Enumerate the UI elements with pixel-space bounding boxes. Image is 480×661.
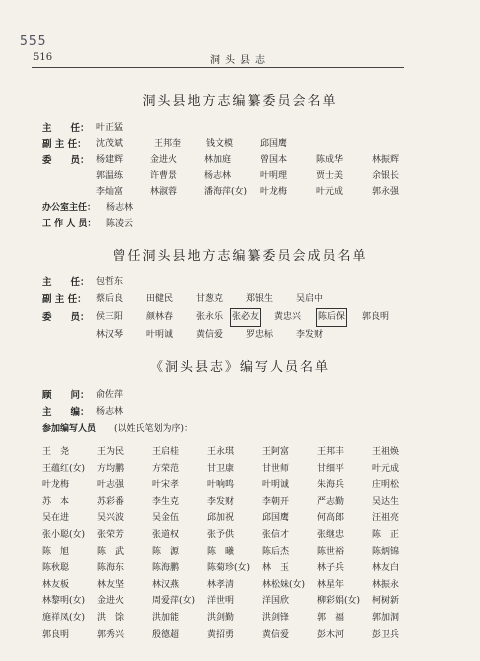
participant-name: 苏彩番: [97, 496, 125, 507]
participant-name: 郭加洞: [372, 613, 400, 623]
participant-name: 邱国鹰: [262, 513, 290, 524]
participant-name: 叶明诚: [262, 480, 290, 491]
participant-name: 陈后杰: [262, 546, 290, 557]
participant-name: 陈菊珍(女): [207, 563, 251, 574]
deputy-label: 副 主 任：: [42, 294, 87, 305]
participant-name: 施祥凤(女): [42, 613, 86, 623]
participant-name: 殷德超: [152, 629, 180, 640]
participant-name: 叶志强: [97, 480, 125, 491]
participant-name: 王为民: [97, 447, 125, 457]
participant-name: 陈 曦: [207, 546, 235, 557]
member-name: 颜林春: [146, 312, 174, 322]
participant-name: 陈 武: [97, 546, 125, 557]
participant-name: 陈秋聪: [42, 563, 70, 574]
participant-name: 叶元成: [372, 463, 400, 474]
participant-name: 彭木河: [317, 629, 345, 640]
participant-name: 张荣芳: [97, 530, 125, 540]
participant-name: 何高郎: [317, 513, 345, 524]
member-name-boxed: 陈后保: [318, 310, 345, 325]
committee-title: 洞头县地方志编纂委员会名单: [142, 94, 338, 109]
participants-row: [42, 527, 422, 543]
director-label: 主 任：: [42, 123, 90, 134]
participant-name: 王启桂: [152, 447, 180, 457]
participant-name: 庄明松: [372, 480, 400, 491]
member-name: 郭温练: [96, 171, 124, 181]
director-label: 主 任：: [42, 277, 90, 288]
chief-editor-name: 杨志林: [96, 407, 124, 417]
participant-name: 张继忠: [317, 530, 345, 540]
participant-name: 林友坚: [97, 579, 125, 590]
member-name: 叶龙梅: [260, 187, 288, 197]
participants-row: [42, 593, 422, 609]
member-name: 李发财: [296, 330, 324, 340]
participant-name: 黄招勇: [207, 629, 235, 640]
member-name: 叶明诚: [146, 330, 174, 340]
participant-name: 陈 正: [372, 530, 400, 540]
members-label: 委 员：: [42, 312, 90, 323]
participant-name: 李生克: [152, 496, 180, 507]
member-name: 许曹景: [150, 171, 178, 181]
member-name: 侯三阳: [96, 312, 124, 322]
margin-handwritten-mark: 555: [20, 34, 47, 49]
participant-name: 张小聪(女): [42, 530, 86, 540]
participant-name: 洪剑勤: [207, 613, 235, 623]
participant-name: 陈海东: [97, 563, 125, 574]
member-name: 金进火: [150, 155, 178, 165]
member-name: 林汉琴: [96, 330, 124, 340]
director-name: 叶正猛: [96, 123, 124, 133]
participant-name: 洋世明: [207, 596, 235, 607]
participant-name: 李发财: [207, 496, 235, 507]
header-rule: [32, 67, 404, 68]
participant-name: 王祖焕: [372, 447, 400, 457]
member-name: 杨建辉: [96, 155, 124, 165]
deputy-name: 沈茂斌: [96, 139, 124, 149]
participants-row: [42, 560, 422, 576]
participant-name: 王永琪: [207, 447, 235, 457]
participant-name: 张信才: [262, 530, 290, 540]
advisor-label: 顾 问：: [42, 390, 90, 401]
participant-name: 吴达生: [372, 496, 400, 507]
participant-name: 陈海鹏: [152, 563, 180, 574]
participants-row: [42, 494, 422, 510]
participant-name: 方均鹏: [97, 463, 125, 474]
participant-name: 洪加能: [152, 613, 180, 623]
participants-note: (以姓氏笔划为序)：: [114, 424, 194, 434]
member-name: 黄忠兴: [274, 312, 302, 322]
participant-name: 甘卫康: [207, 463, 235, 474]
participant-name: 甘世师: [262, 463, 290, 474]
deputy-name: 甘葱克: [196, 294, 224, 304]
participant-name: 苏 本: [42, 496, 70, 507]
member-name: 叶明理: [260, 171, 288, 181]
director-name: 包哲东: [96, 277, 124, 287]
member-name: 陈成华: [316, 155, 344, 165]
participant-name: 张道权: [152, 530, 180, 540]
participant-name: 张予供: [207, 530, 235, 540]
participants-row: [42, 461, 422, 477]
office-director-name: 杨志林: [106, 203, 134, 213]
participant-name: 金进火: [97, 596, 125, 607]
deputy-name: 王邦奎: [154, 139, 182, 149]
participant-name: 洋国欣: [262, 596, 290, 607]
deputy-name: 蔡后良: [96, 294, 124, 304]
participant-name: 方荣范: [152, 463, 180, 474]
participant-name: 严志勤: [317, 496, 345, 507]
members-label: 委 员：: [42, 155, 90, 166]
chief-editor-label: 主 编：: [42, 407, 90, 418]
advisor-name: 俞佐萍: [96, 390, 124, 400]
participant-name: 郭良明: [42, 629, 70, 640]
participant-name: 周爱萍(女): [152, 596, 196, 607]
member-name-boxed: 张必友: [232, 310, 259, 325]
participant-name: 叶宋孝: [152, 480, 180, 491]
deputy-name: 吴启中: [296, 294, 324, 304]
member-name: 叶元成: [316, 187, 344, 197]
participant-name: 柯树新: [372, 596, 400, 607]
deputy-name: 田健民: [146, 294, 174, 304]
participant-name: 林友板: [42, 579, 70, 590]
office-director-label: 办公室主任：: [42, 203, 97, 213]
participant-name: 陈 源: [152, 546, 180, 557]
participant-name: 林 玉: [262, 563, 290, 574]
participants-label: 参加编写人员: [42, 424, 97, 434]
member-name: 张永乐: [196, 312, 224, 322]
participant-name: 叶龙梅: [42, 480, 70, 491]
member-name: 黄信爱: [196, 330, 224, 340]
participant-name: 叶响鸣: [207, 480, 235, 491]
participant-name: 洪剑锋: [262, 613, 290, 623]
participant-name: 林星年: [317, 579, 345, 590]
participants-row: [42, 444, 422, 460]
participant-name: 林友白: [372, 563, 400, 574]
editors-title: 《洞头县志》编写人员名单: [149, 360, 330, 375]
participant-name: 邱加祝: [207, 513, 235, 524]
member-name: 郭良明: [362, 312, 390, 322]
deputy-label: 副 主 任：: [42, 139, 87, 150]
participant-name: 彭卫兵: [372, 629, 400, 640]
deputy-name: 邱国鹰: [260, 139, 288, 149]
participant-name: 朱海兵: [317, 480, 345, 491]
participant-name: 林子兵: [317, 563, 345, 574]
member-name: 杨志林: [204, 171, 232, 181]
participant-name: 吴在进: [42, 513, 70, 524]
participants-row: [42, 477, 422, 493]
member-name: 林振辉: [372, 155, 400, 165]
participants-row: [42, 510, 422, 526]
staff-name: 陈凌云: [106, 219, 134, 229]
member-name: 曾国本: [260, 155, 288, 165]
participant-name: 汪祖亮: [372, 513, 400, 524]
participant-name: 林振永: [372, 579, 400, 590]
participant-name: 王邦丰: [317, 447, 345, 457]
participants-row: [42, 610, 422, 626]
participant-name: 林松妹(女): [262, 579, 306, 590]
member-name: 罗忠标: [246, 330, 274, 340]
participant-name: 陈炳锦: [372, 546, 400, 557]
participant-name: 吴金伍: [152, 513, 180, 524]
member-name: 林淑蓉: [150, 187, 178, 197]
former-committee-title: 曾任洞头县地方志编纂委员会成员名单: [112, 249, 368, 264]
deputy-name: 郑银生: [246, 294, 274, 304]
deputy-name: 钱文模: [206, 139, 234, 149]
participant-name: 郭 福: [317, 613, 345, 623]
staff-label: 工 作 人 员：: [42, 219, 97, 229]
participant-name: 林黎明(女): [42, 596, 86, 607]
participant-name: 洪 馀: [97, 613, 125, 623]
member-name: 余银长: [372, 171, 400, 181]
participant-name: 黄信爱: [262, 629, 290, 640]
participants-row: [42, 627, 422, 643]
participant-name: 林孝清: [207, 579, 235, 590]
participant-name: 陈 旭: [42, 546, 70, 557]
member-name: 贾士美: [316, 171, 344, 181]
participant-name: 王阿富: [262, 447, 290, 457]
member-name: 林加庭: [204, 155, 232, 165]
page-number: 516: [33, 52, 53, 63]
participant-name: 陈世裕: [317, 546, 345, 557]
participant-name: 吴兴波: [97, 513, 125, 524]
participant-name: 李朝开: [262, 496, 290, 507]
participants-row: [42, 544, 422, 560]
participant-name: 郭秀兴: [97, 629, 125, 640]
member-name: 郭永强: [372, 187, 400, 197]
participant-name: 柳彩娟(女): [317, 596, 361, 607]
participants-row: [42, 577, 422, 593]
participant-name: 林汉燕: [152, 579, 180, 590]
running-header: 洞头县志: [210, 55, 270, 66]
participant-name: 王 尧: [42, 447, 70, 457]
member-name: 李灿富: [96, 187, 124, 197]
participant-name: 甘细平: [317, 463, 345, 474]
participant-name: 王蕴红(女): [42, 463, 86, 474]
member-name: 潘海萍(女): [204, 187, 248, 197]
